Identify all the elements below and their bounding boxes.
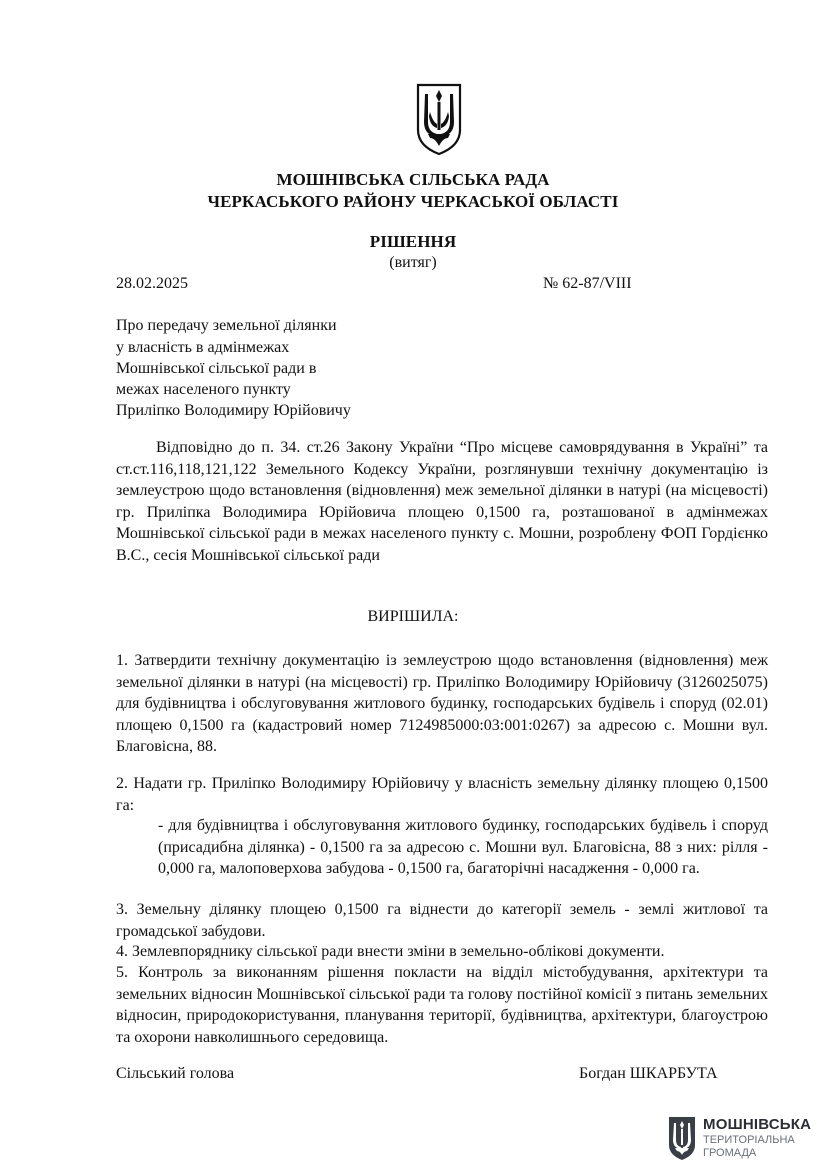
subject-line: Про передачу земельної ділянки — [116, 317, 337, 334]
preamble-paragraph: Відповідно до п. 34. ст.26 Закону України “Про місцеве самоврядування в Україні” та ст.ст.116,118,121,122 Земельного Кодексу України, розглянувши технічну документацію із землеустрою щодо встановлення (відновлення) меж земельної ділянки в натурі (на місцевості) гр. Приліпка Володимира Юрійовича площею 0,1500 га, розташованої в адмінмежах Мошнівської сільської ради в межах населеного пункту с. Мошни, розроблену ФОП Гордієнко В.С., сесія Мошнівської сільської ради — [116, 439, 768, 564]
doc-subtype: (витяг) — [389, 254, 437, 271]
item-3: 3. Земельну ділянку площею 0,1500 га віднести до категорії земель - землі житлової та громадської забудови. — [116, 901, 768, 940]
org-name-line1: МОШНІВСЬКА СІЛЬСЬКА РАДА — [276, 170, 550, 189]
doc-type-title: РІШЕННЯ — [369, 232, 457, 251]
signature-name: Богдан ШКАРБУТА — [579, 1065, 718, 1082]
doc-number: № 62-87/VIII — [543, 275, 632, 292]
logo-subtitle: ГРОМАДА — [703, 1147, 757, 1159]
item-2-subitem: - для будівництва і обслуговування житлового будинку, господарських будівель і споруд (присадибна ділянка) - 0,1500 га за адресою с. Мошни вул. Благовісна, 88 з них: рілля - 0,000 га, малоповерхова забудова - 0,1500 га, багаторічні насадження - 0,000 га. — [158, 817, 768, 877]
item-2: 2. Надати гр. Приліпко Володимиру Юрійовичу у власність земельну ділянку площею 0,1500 га: — [116, 775, 768, 814]
logo-subtitle: ТЕРИТОРІАЛЬНА — [703, 1134, 795, 1146]
logo-title: МОШНІВСЬКА — [703, 1116, 812, 1133]
item-1: 1. Затвердити технічну документацію із землеустрою щодо встановлення (відновлення) меж земельної ділянки в натурі (на місцевості) гр. Приліпко Володимиру Юрійовичу (3126025075) для будівництва і обслуговування житлового будинку, господарських будівель і споруд (02.01) площею 0,1500 га (кадастровий номер 7124985000:03:001:0267) за адресою с. Мошни вул. Благовісна, 88. — [116, 652, 768, 755]
subject-line: Мошнівської сільської ради в — [116, 360, 317, 377]
item-5: 5. Контроль за виконанням рішення покласти на відділ містобудування, архітектури та земельних відносин Мошнівської сільської ради та голову постійної комісії з питань земельних відносин, природокористування, планування території, будівництва, архітектури, благоустрою та охорони навколишнього середовища. — [116, 964, 768, 1046]
subject-line: межах населеного пункту — [116, 381, 291, 398]
subject-line: у власність в адмінмежах — [116, 339, 290, 356]
trident-coat-of-arms-icon — [415, 82, 463, 156]
community-logo — [667, 1115, 812, 1161]
item-4: 4. Землевпоряднику сільської ради внести зміни в земельно-облікові документи. — [116, 943, 665, 960]
subject-line: Приліпко Володимиру Юрійовичу — [116, 402, 351, 419]
org-name-line2: ЧЕРКАСЬКОГО РАЙОНУ ЧЕРКАСЬКОЇ ОБЛАСТІ — [207, 192, 619, 211]
signature-position: Сільський голова — [116, 1065, 235, 1082]
trident-logo-icon — [667, 1115, 697, 1161]
doc-date: 28.02.2025 — [116, 275, 188, 292]
resolved-heading: ВИРІШИЛА: — [367, 608, 459, 625]
